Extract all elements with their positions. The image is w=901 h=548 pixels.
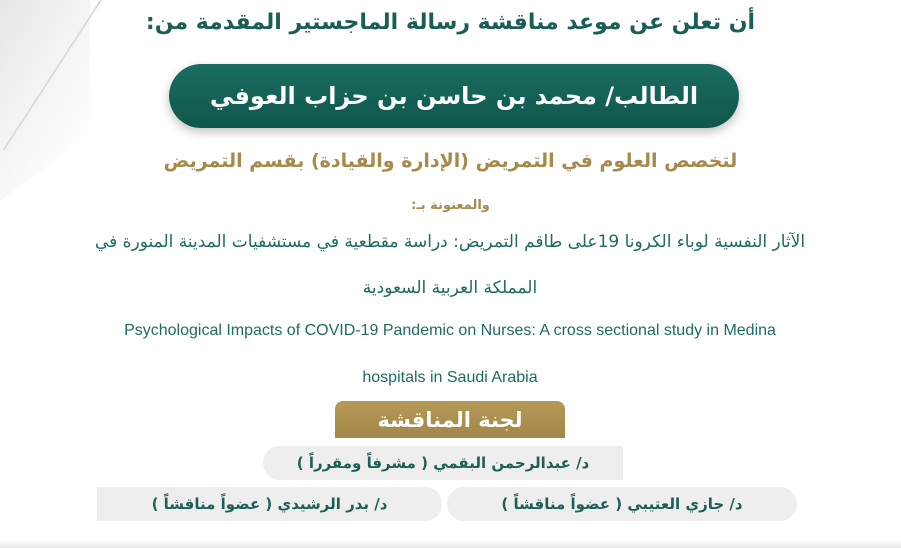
specialty-text: لتخصص العلوم في التمريض (الإدارة والقيادة) بقسم التمريض bbox=[163, 150, 738, 172]
student-name: الطالب/ محمد بن حاسن بن حزاب العوفي bbox=[209, 82, 699, 110]
thesis-title-en-line1: Psychological Impacts of COVID-19 Pandemic on Nurses: A cross sectional study in Medina bbox=[124, 322, 776, 339]
announcement-intro: أن تعلن عن موعد مناقشة رسالة الماجستير المقدمة من: bbox=[145, 10, 756, 35]
thesis-title-en-line2: hospitals in Saudi Arabia bbox=[362, 369, 538, 386]
bottom-decorative-strip bbox=[0, 540, 901, 548]
titled-label: والمعنونة بـ: bbox=[411, 198, 490, 213]
committee-member-supervisor: د/ عبدالرحمن البقمي ( مشرفاً ومقرراً ) bbox=[263, 446, 623, 480]
committee-member-examiner-2: د/ بدر الرشيدي ( عضواً مناقشاً ) bbox=[97, 487, 442, 521]
committee-label: لجنة المناقشة bbox=[377, 407, 523, 432]
committee-member-examiner-1: د/ جازي العتيبي ( عضواً مناقشاً ) bbox=[447, 487, 797, 521]
thesis-title-ar-line2: المملكة العربية السعودية bbox=[362, 278, 538, 298]
committee-header bbox=[335, 401, 565, 438]
thesis-title-ar-line1: الآثار النفسية لوباء الكرونا 19على طاقم التمريض: دراسة مقطعية في مستشفيات المدينة المنورة في bbox=[94, 232, 806, 252]
student-name-banner bbox=[169, 64, 739, 128]
